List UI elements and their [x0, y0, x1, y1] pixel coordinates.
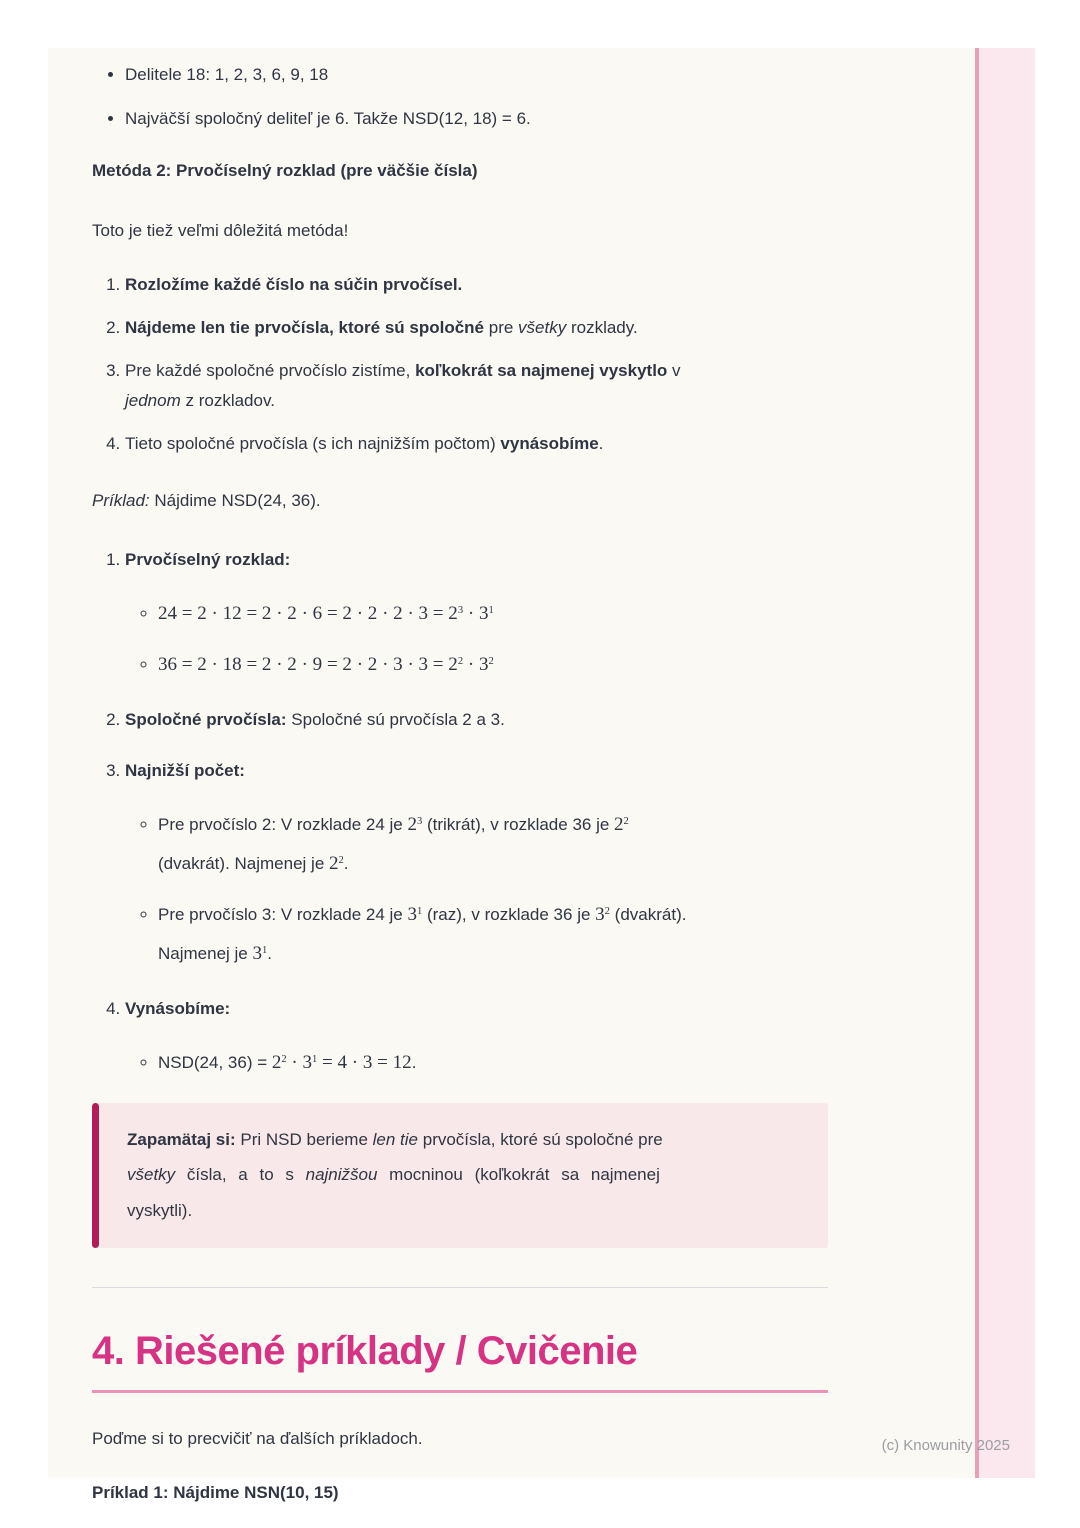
text-segment: 2: [604, 906, 610, 918]
text-segment: Najmenej je: [158, 943, 253, 963]
text-segment: 2: [407, 813, 417, 835]
page-edge-stripe: [975, 48, 1035, 1478]
text-segment: .: [598, 433, 604, 453]
solution-step: [125, 705, 828, 736]
text-segment: z rozkladov.: [180, 391, 275, 411]
text-segment: · 3: [463, 653, 489, 675]
text-segment: Najväčší spoločný deliteľ je 6. Takže NSD(12, 18) = 6.: [125, 108, 531, 128]
text-segment: jednom: [125, 391, 181, 411]
method-steps-list: [92, 270, 828, 459]
text-segment: Zapamätaj si:: [127, 1129, 236, 1149]
sub-list: [125, 1043, 828, 1082]
text-segment: Nájdime NSD(24, 36).: [149, 491, 321, 511]
sub-list-item: [158, 895, 828, 973]
solution-step: [125, 545, 828, 684]
text-segment: (raz), v rozklade 36 je: [422, 904, 596, 924]
sub-list-item: [158, 594, 828, 633]
document-content: [92, 48, 828, 1509]
list-item: [125, 313, 828, 344]
list-item: [125, 429, 828, 460]
text-segment: 2: [488, 655, 494, 667]
list-item: [125, 356, 828, 417]
method-intro: [92, 216, 828, 247]
document-page: [48, 48, 1035, 1503]
text-segment: Delitele 18: 1, 2, 3, 6, 9, 18: [125, 65, 329, 84]
callout-accent-bar: [92, 1103, 99, 1248]
text-segment: Pre prvočíslo 3: V rozklade 24 je: [158, 904, 408, 924]
text-segment: Toto je tiež veľmi dôležitá metóda!: [92, 220, 349, 240]
text-segment: 2: [271, 1051, 282, 1073]
text-segment: 3: [252, 942, 263, 964]
text-segment: Najnižší počet:: [125, 761, 245, 781]
text-segment: .: [267, 943, 273, 963]
text-segment: 1: [262, 945, 268, 957]
section-divider: [92, 1287, 828, 1288]
text-segment: NSD(24, 36) =: [158, 1052, 272, 1072]
text-segment: Metóda 2: Prvočíselný rozklad (pre väčšie čísla): [92, 161, 478, 181]
text-segment: Spoločné prvočísla:: [125, 709, 287, 729]
solution-step: [125, 994, 828, 1082]
divisor-list: [92, 60, 828, 134]
text-segment: 2: [614, 813, 624, 835]
text-segment: 36 = 2 · 18 = 2 · 2 · 9 = 2 · 2 · 3 · 3 = 2: [158, 653, 458, 675]
practice-intro: Poďme si to precvičiť na ďalších príkladoch.: [92, 1428, 423, 1448]
text-segment: 1: [488, 604, 494, 616]
solution-step: [125, 756, 828, 973]
text-segment: 24 = 2 · 12 = 2 · 2 · 6 = 2 · 2 · 2 · 3 = 2: [158, 602, 458, 624]
heading-underline: [92, 1390, 828, 1393]
text-segment: Prvočíselný rozklad:: [125, 549, 291, 569]
callout-text: [127, 1122, 790, 1229]
text-segment: Pri NSD berieme: [235, 1129, 373, 1149]
callout-note: [92, 1103, 828, 1248]
text-segment: rozklady.: [566, 317, 638, 337]
section-heading: 4. Riešené príklady / Cvičenie: [92, 1328, 638, 1373]
text-segment: · 3: [463, 602, 489, 624]
text-segment: všetky: [518, 317, 567, 337]
text-segment: v: [667, 360, 681, 380]
text-segment: (trikrát), v rozklade 36 je: [422, 814, 615, 834]
list-item: [125, 60, 828, 91]
text-segment: všetky: [127, 1165, 176, 1185]
text-segment: 1: [312, 1053, 318, 1065]
text-segment: vynásobíme: [500, 433, 599, 453]
example-intro: [92, 486, 828, 517]
text-segment: = 4 · 3 = 12: [317, 1051, 412, 1073]
text-segment: prvočísla, ktoré sú spoločné pre: [418, 1129, 663, 1149]
text-segment: 2: [329, 852, 339, 874]
text-segment: mocninou (koľkokrát sa najmenej: [377, 1165, 660, 1185]
text-segment: 3: [407, 903, 417, 925]
text-segment: 2: [281, 1053, 287, 1065]
text-segment: .: [411, 1052, 417, 1072]
list-item: [125, 104, 828, 135]
text-segment: Vynásobíme:: [125, 998, 231, 1018]
text-segment: Tieto spoločné prvočísla (s ich najnižším počtom): [125, 433, 501, 453]
list-item: [125, 270, 828, 301]
text-segment: 3: [595, 903, 605, 925]
text-segment: 2: [457, 655, 464, 667]
sub-list-item: [158, 805, 828, 883]
text-segment: Príklad:: [92, 491, 150, 511]
sub-list: [125, 594, 828, 684]
text-segment: 3: [416, 815, 423, 827]
text-segment: koľkokrát sa najmenej vyskytlo: [415, 360, 668, 380]
text-segment: (dvakrát).: [609, 904, 687, 924]
example1-heading: Príklad 1: Nájdime NSN(10, 15): [92, 1483, 339, 1503]
text-segment: Nájdeme len tie prvočísla, ktoré sú spoločné: [125, 317, 485, 337]
text-segment: vyskytli).: [127, 1200, 193, 1220]
method-heading: [92, 156, 828, 187]
text-segment: pre: [484, 317, 519, 337]
text-segment: (dvakrát). Najmenej je: [158, 853, 330, 873]
text-segment: najnižšou: [305, 1165, 378, 1185]
text-segment: Spoločné sú prvočísla 2 a 3.: [286, 709, 505, 729]
sub-list: [125, 805, 828, 973]
text-segment: 2: [338, 855, 344, 867]
solution-steps-list: [92, 545, 828, 1082]
text-segment: 1: [416, 906, 423, 918]
text-segment: · 3: [286, 1051, 313, 1073]
sub-list-item: [158, 1043, 828, 1082]
text-segment: 2: [623, 815, 629, 827]
text-segment: .: [343, 853, 349, 873]
text-segment: čísla, a to s: [175, 1165, 306, 1185]
sub-list-item: [158, 645, 828, 684]
text-segment: len tie: [372, 1129, 419, 1149]
copyright-note: (c) Knowunity 2025: [881, 1437, 1010, 1454]
text-segment: Pre každé spoločné prvočíslo zistíme,: [125, 360, 416, 380]
text-segment: Pre prvočíslo 2: V rozklade 24 je: [158, 814, 408, 834]
text-segment: Rozložíme každé číslo na súčin prvočísel.: [125, 275, 463, 295]
text-segment: 3: [457, 604, 464, 616]
